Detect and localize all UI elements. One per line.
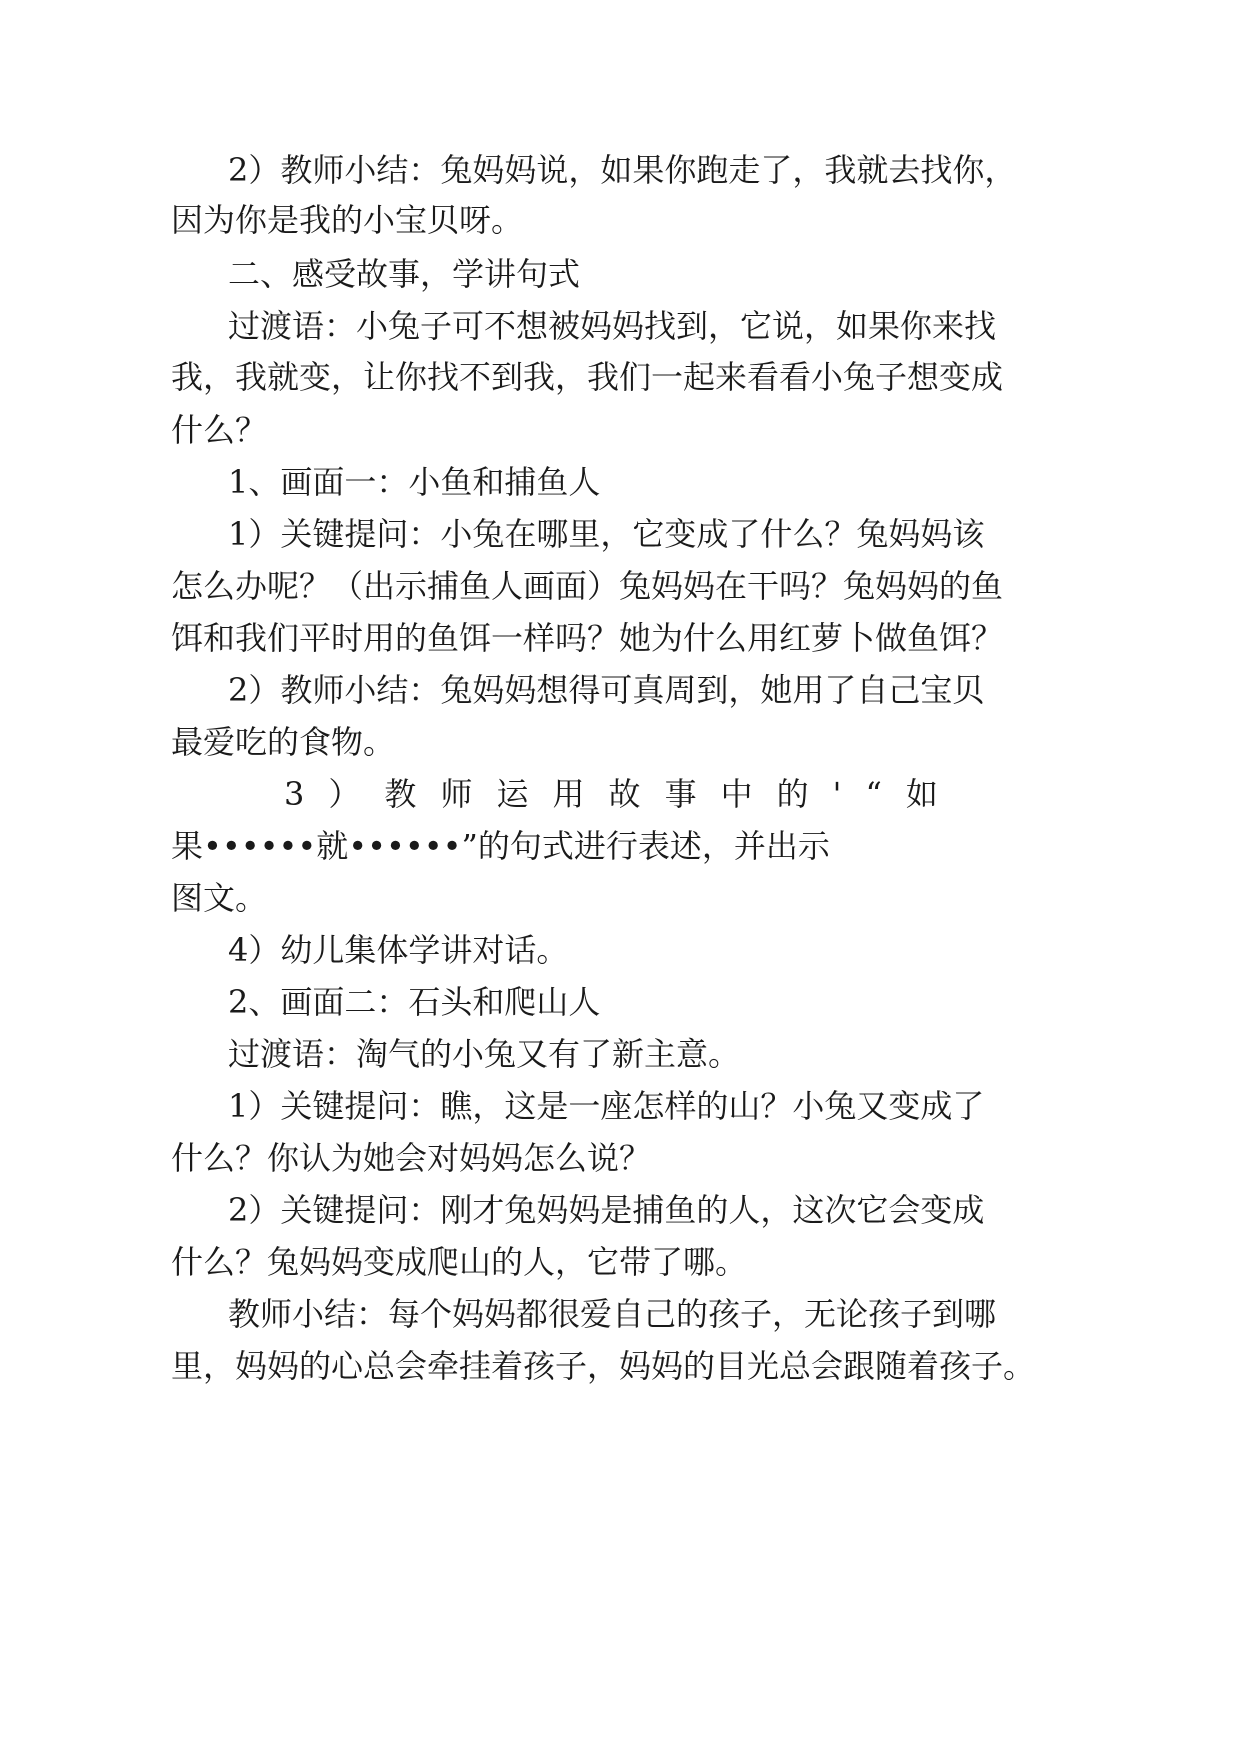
spread-char: 如 <box>905 775 938 813</box>
paragraph-line: 里，妈妈的心总会牵挂着孩子，妈妈的目光总会跟随着孩子。 <box>171 1347 1036 1385</box>
spread-char: 中 <box>720 775 753 813</box>
spread-char: “ <box>865 775 882 813</box>
paragraph-line: 图文。 <box>171 879 268 917</box>
paragraph-line: 果••••••就••••••”的句式进行表述，并出示 <box>171 827 830 865</box>
paragraph-line: 1）关键提问：小兔在哪里，它变成了什么？兔妈妈该 <box>228 515 985 553</box>
justified-line <box>284 774 938 814</box>
spread-char: 3 <box>284 775 305 813</box>
paragraph-line: 什么？兔妈妈变成爬山的人，它带了哪。 <box>171 1243 748 1281</box>
subsection-heading: 1、画面一：小鱼和捕鱼人 <box>228 463 601 501</box>
spread-char: 师 <box>440 775 473 813</box>
paragraph-line: 什么？你认为她会对妈妈怎么说？ <box>171 1139 652 1177</box>
paragraph-line: 因为你是我的小宝贝呀。 <box>171 201 524 239</box>
spread-char: ） <box>328 775 361 813</box>
paragraph-line: 什么？ <box>171 411 268 449</box>
section-heading: 二、感受故事，学讲句式 <box>228 255 581 293</box>
spread-char: 用 <box>552 775 585 813</box>
paragraph-line: 1）关键提问：瞧，这是一座怎样的山？小兔又变成了 <box>228 1087 985 1125</box>
spread-char: 事 <box>664 775 697 813</box>
spread-char: ' <box>832 775 842 813</box>
paragraph-line: 2）教师小结：兔妈妈想得可真周到，她用了自己宝贝 <box>228 671 985 709</box>
paragraph-line: 4）幼儿集体学讲对话。 <box>228 931 569 969</box>
paragraph-line: 最爱吃的食物。 <box>171 723 396 761</box>
paragraph-line: 2）关键提问：刚才兔妈妈是捕鱼的人，这次它会变成 <box>228 1191 985 1229</box>
paragraph-line: 我，我就变，让你找不到我，我们一起来看看小兔子想变成 <box>171 358 1004 396</box>
paragraph-line: 2）教师小结：兔妈妈说，如果你跑走了，我就去找你， <box>228 151 1017 189</box>
subsection-heading: 2、画面二：石头和爬山人 <box>228 983 601 1021</box>
spread-char: 运 <box>496 775 529 813</box>
paragraph-line: 饵和我们平时用的鱼饵一样吗？她为什么用红萝卜做鱼饵？ <box>171 619 1004 657</box>
spread-char: 故 <box>608 775 641 813</box>
paragraph-line: 教师小结：每个妈妈都很爱自己的孩子，无论孩子到哪 <box>228 1295 997 1333</box>
paragraph-line: 怎么办呢？（出示捕鱼人画面）兔妈妈在干吗？兔妈妈的鱼 <box>171 567 1004 605</box>
paragraph-line: 过渡语：小兔子可不想被妈妈找到，它说，如果你来找 <box>228 307 997 345</box>
spread-char: 的 <box>776 775 809 813</box>
spread-char: 教 <box>384 775 417 813</box>
paragraph-line: 过渡语：淘气的小兔又有了新主意。 <box>228 1035 741 1073</box>
